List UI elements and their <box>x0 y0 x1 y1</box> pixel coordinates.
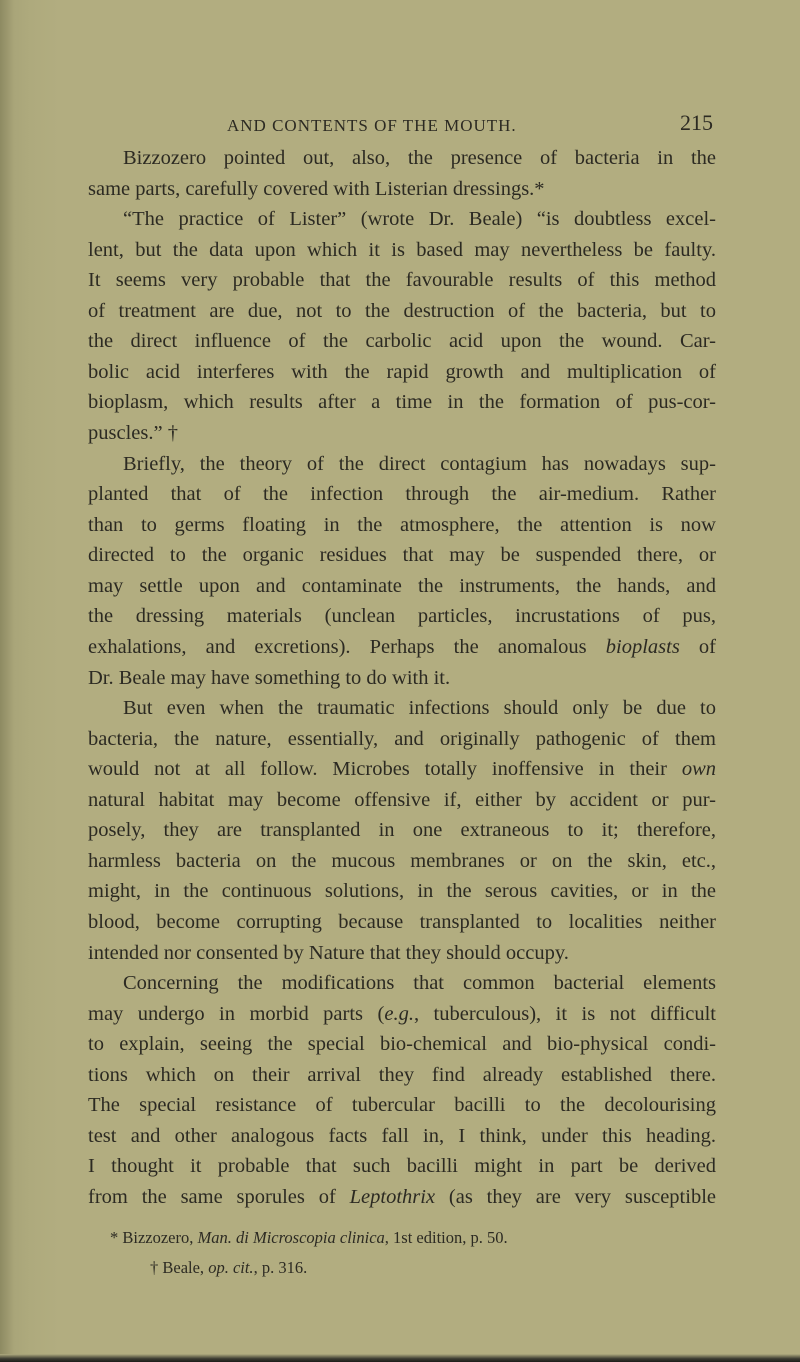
text-line <box>88 756 716 782</box>
text-line <box>88 298 716 324</box>
text-line <box>88 359 716 385</box>
text-line <box>88 267 716 293</box>
text-line <box>88 726 716 752</box>
text-segment: might, in the continuous solutions, in the serous cavities, or in the <box>88 880 716 903</box>
text-segment: the dressing materials (unclean particles, incrustations of pus, <box>88 605 716 628</box>
text-segment: † Beale, <box>150 1258 209 1277</box>
book-binding-shadow <box>0 0 60 1362</box>
text-segment: * Bizzozero, <box>110 1228 198 1247</box>
text-line <box>88 603 716 629</box>
text-line <box>88 1123 716 1149</box>
text-segment: of <box>679 635 717 658</box>
text-segment: may undergo in morbid parts ( <box>88 1002 385 1025</box>
text-line <box>88 512 716 538</box>
text-line <box>88 1153 716 1179</box>
text-line <box>88 328 716 354</box>
running-title: AND CONTENTS OF THE MOUTH. <box>227 116 517 135</box>
text-segment: would not at all follow. Microbes totally inoffensive in their <box>88 758 682 781</box>
text-line <box>88 909 716 935</box>
text-segment: the direct influence of the carbolic acid upon the wound. Car- <box>88 330 716 353</box>
text-segment: exhalations, and excretions). Perhaps the anomalous <box>88 635 606 658</box>
text-segment: Concerning the modifications that common bacterial elements <box>123 972 716 995</box>
text-segment: puscles.” † <box>88 422 178 445</box>
text-segment: may settle upon and contaminate the instruments, the hands, and <box>88 574 716 597</box>
text-segment: test and other analogous facts fall in, I think, under this heading. <box>88 1124 716 1147</box>
text-segment: blood, become corrupting because transplanted to localities neither <box>88 911 716 933</box>
italic-text: own <box>681 758 716 781</box>
text-line <box>88 634 716 660</box>
text-segment: directed to the organic residues that may be suspended there, or <box>88 544 716 567</box>
text-line <box>88 817 716 843</box>
text-segment: , 1st edition, p. 50. <box>384 1228 508 1247</box>
italic-text: e.g. <box>384 1002 414 1025</box>
text-segment: (as they are very susceptible <box>435 1186 716 1209</box>
italic-text: op. cit. <box>208 1258 254 1277</box>
text-line <box>88 542 716 568</box>
text-line <box>88 237 716 263</box>
text-segment: I thought it probable that such bacilli might in part be derived <box>88 1155 716 1178</box>
text-line <box>88 787 716 813</box>
text-line <box>88 1092 716 1118</box>
text-segment: “The practice of Lister” (wrote Dr. Beale) “is doubtless excel- <box>123 208 716 231</box>
text-segment: than to germs floating in the atmosphere, the attention is now <box>88 513 716 536</box>
text-line <box>88 481 716 507</box>
text-segment: to explain, seeing the special bio-chemical and bio-physical condi- <box>88 1033 716 1056</box>
text-line <box>88 389 716 415</box>
text-line <box>88 1062 716 1088</box>
text-segment: bacteria, the nature, essentially, and originally pathogenic of them <box>88 727 716 750</box>
text-line <box>88 878 716 904</box>
text-segment: , p. 316. <box>253 1258 308 1277</box>
italic-text: bioplasts <box>605 635 680 658</box>
text-segment: Briefly, the theory of the direct contagium has nowadays sup- <box>123 452 716 475</box>
text-line <box>88 848 716 874</box>
text-segment: same parts, carefully covered with Listerian dressings.* <box>88 177 545 200</box>
text-segment: harmless bacteria on the mucous membranes or on the skin, etc., <box>88 849 716 872</box>
text-segment: It seems very probable that the favourable results of this method <box>88 269 716 292</box>
text-line <box>123 451 716 477</box>
text-segment: Bizzozero pointed out, also, the presence of bacteria in the <box>123 147 716 169</box>
text-line <box>88 1031 716 1057</box>
text-line <box>123 145 716 171</box>
text-line <box>88 665 716 691</box>
text-segment: bioplasm, which results after a time in the formation of pus-cor- <box>88 391 716 414</box>
italic-text: Man. di Microscopia clinica <box>197 1228 385 1247</box>
text-segment: lent, but the data upon which it is based may nevertheless be faulty. <box>88 238 716 261</box>
text-segment: natural habitat may become offensive if, either by accident or pur- <box>88 788 716 811</box>
text-segment: posely, they are transplanted in one extraneous to it; therefore, <box>88 819 716 842</box>
page-number: 215 <box>680 110 713 135</box>
text-line <box>88 940 716 966</box>
page-bottom-edge <box>0 1354 800 1362</box>
text-line <box>88 1184 716 1210</box>
italic-text: Leptothrix <box>349 1186 436 1209</box>
text-segment: of treatment are due, not to the destruction of the bacteria, but to <box>88 299 716 322</box>
text-line <box>123 695 716 721</box>
text-line <box>88 1001 716 1027</box>
text-segment: bolic acid interferes with the rapid growth and multiplication of <box>88 360 716 383</box>
text-segment: tions which on their arrival they find already established there. <box>88 1063 716 1086</box>
text-segment: Dr. Beale may have something to do with it. <box>88 666 451 689</box>
text-segment: But even when the traumatic infections should only be due to <box>123 697 716 720</box>
text-segment: from the same sporules of <box>88 1186 350 1209</box>
text-segment: intended nor consented by Nature that they should occupy. <box>88 941 569 964</box>
text-line <box>123 970 716 996</box>
text-segment: The special resistance of tubercular bacilli to the decolourising <box>88 1094 716 1117</box>
text-line <box>88 176 716 202</box>
footnote <box>150 1257 307 1279</box>
text-line <box>88 420 716 446</box>
footnote <box>110 1227 508 1249</box>
text-line <box>123 206 716 232</box>
text-segment: planted that of the infection through the air-medium. Rather <box>88 483 716 506</box>
text-line <box>88 573 716 599</box>
text-segment: , tuberculous), it is not difficult <box>413 1002 716 1025</box>
